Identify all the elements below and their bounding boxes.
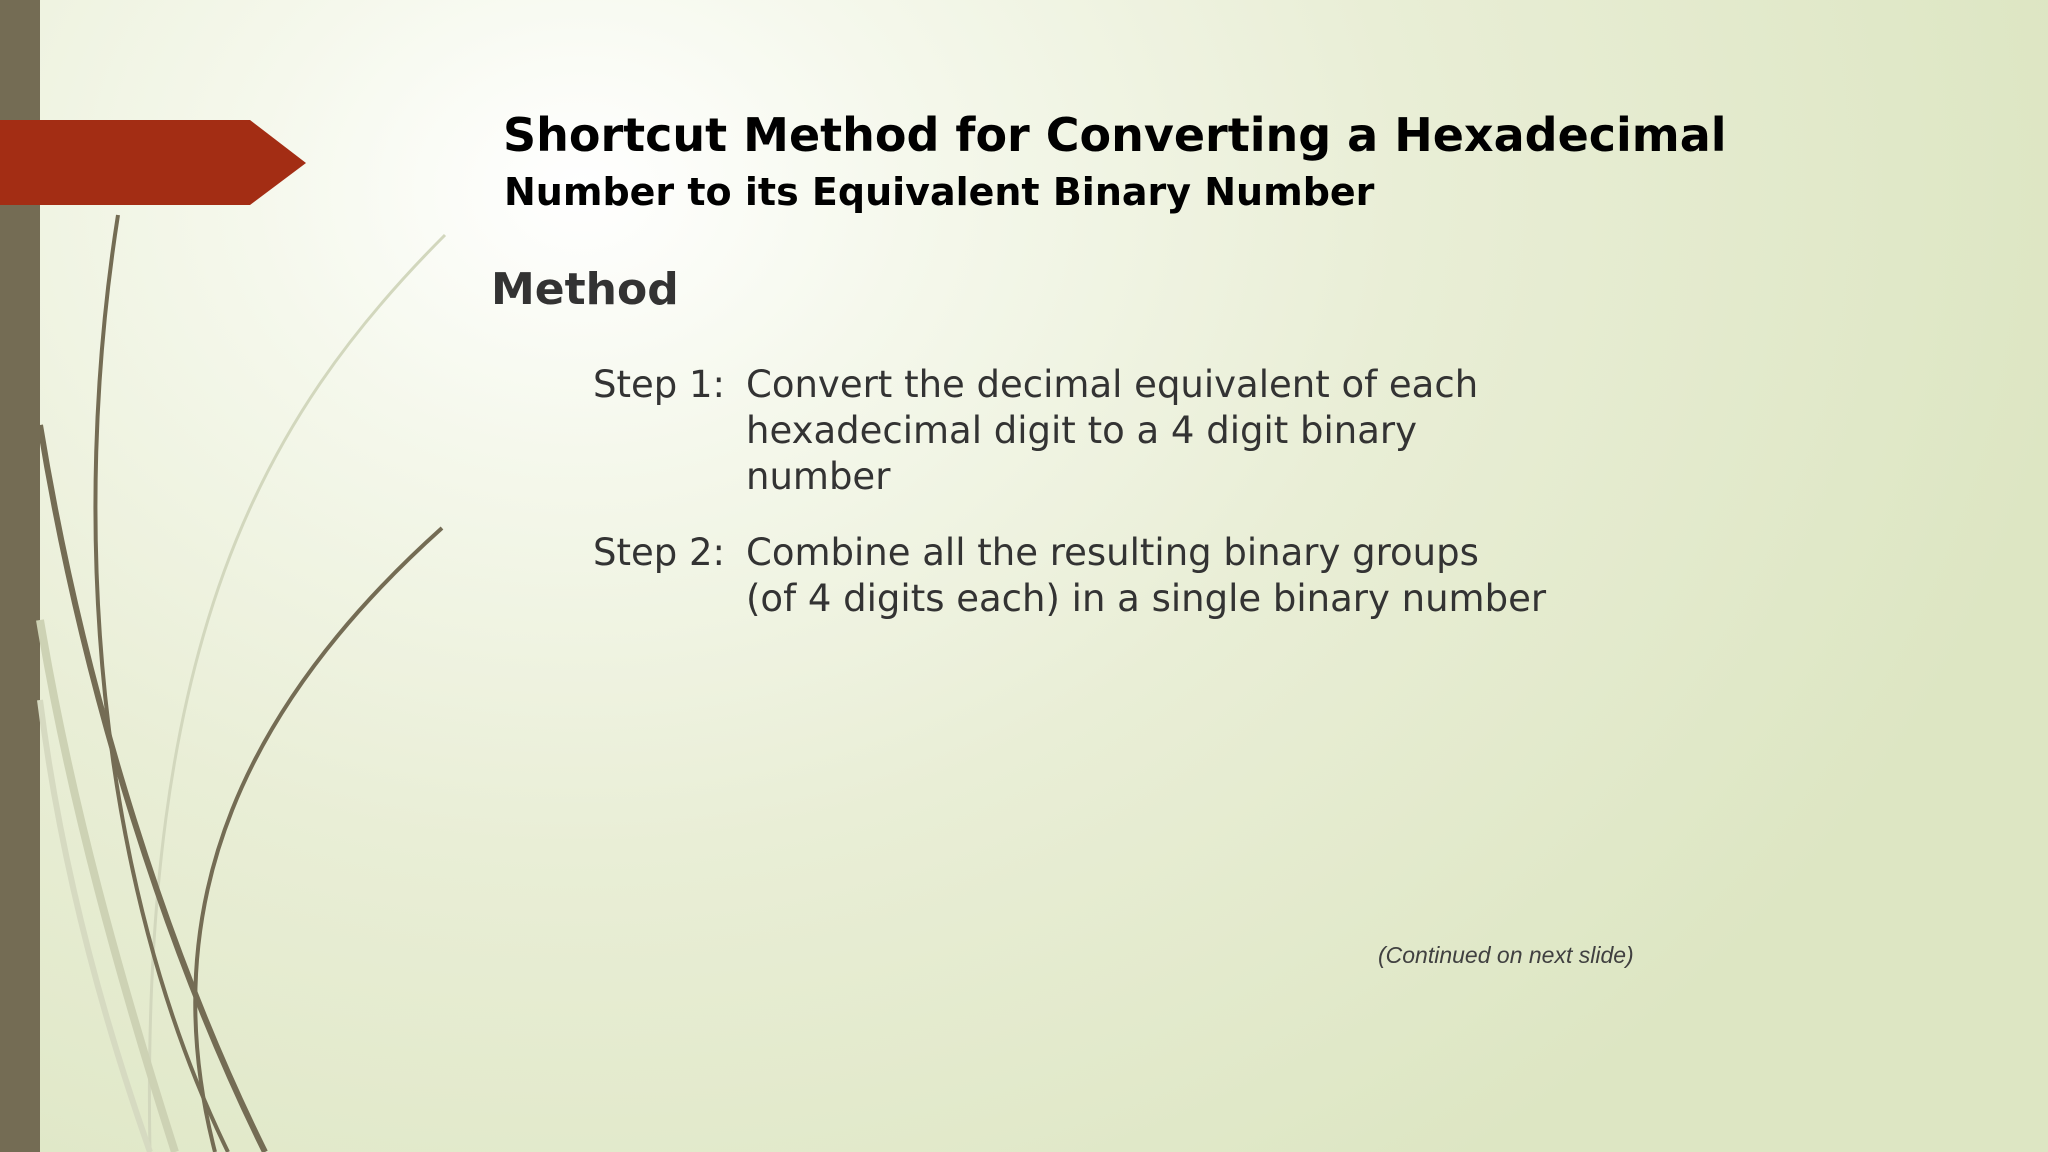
section-heading: Method (491, 264, 679, 315)
step-text-line: (of 4 digits each) in a single binary number (746, 577, 1547, 620)
slide-title-line-1: Shortcut Method for Converting a Hexadecimal (503, 108, 1727, 162)
slide-title-line-2: Number to its Equivalent Binary Number (504, 170, 1375, 214)
step-text-line: number (746, 455, 891, 498)
continued-footnote: (Continued on next slide) (1378, 942, 1634, 968)
step-label: Step 1: (593, 363, 726, 406)
step-text-line: Convert the decimal equivalent of each (746, 363, 1479, 406)
title-arrow-banner (0, 120, 306, 205)
step-text-line: Combine all the resulting binary groups (746, 531, 1479, 574)
step-text-line: hexadecimal digit to a 4 digit binary (746, 409, 1418, 452)
step-text (746, 362, 1478, 500)
step-label: Step 2: (593, 531, 726, 574)
step-text (746, 530, 1546, 622)
